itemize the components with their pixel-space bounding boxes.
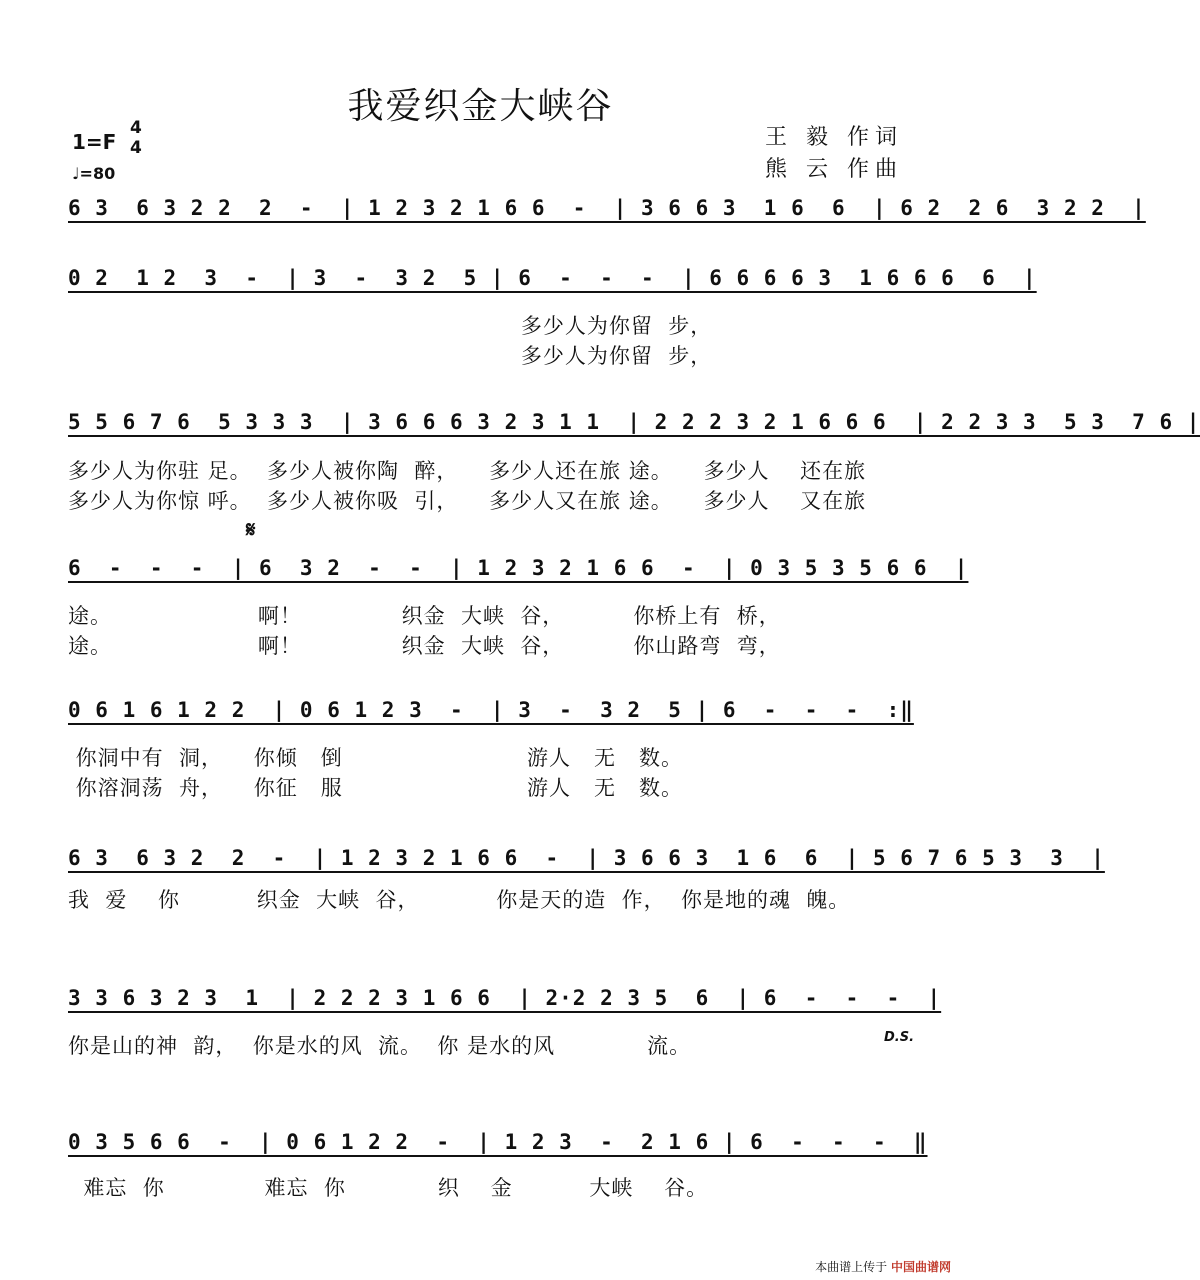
time-signature-bottom: 4 [130, 138, 142, 158]
lyric-line-2b: 多少人为你留 步， [68, 344, 713, 368]
composer-credit: 熊 云 作曲 [765, 157, 903, 182]
lyric-line-3a: 多少人为你驻 足。 多少人被你陶 醉， 多少人还在旅 途。 多少人 还在旅 [68, 459, 867, 483]
lyric-line-3b: 多少人为你惊 呼。 多少人被你吸 引， 多少人又在旅 途。 多少人 又在旅 [68, 489, 867, 513]
lyric-line-4b: 途。 啊！ 织金 大峡 谷， 你山路弯 弯， [68, 634, 781, 658]
key-signature: 1=F [72, 130, 117, 154]
footer-site-logo: 中国曲谱网 [890, 1260, 951, 1274]
notation-line-3: 5 5 6 7 6 5 3 3 3 | 3 6 6 6 3 2 3 1 1 | 2 2 2 3 2 1 6 6 6 | 2 2 3 3 5 3 7 6 | [68, 410, 1200, 434]
tempo-marking: ♩=80 [72, 164, 116, 183]
notation-line-4: 6 - - - | 6 3 2 - - | 1 2 3 2 1 6 6 - | 0 3 5 3 5 6 6 | [68, 556, 969, 580]
time-signature [130, 118, 142, 158]
lyric-line-6: 我 爱 你 织金 大峡 谷， 你是天的造 作， 你是地的魂 魄。 [68, 888, 851, 912]
lyric-line-5b: 你溶洞荡 舟， 你征 服 游人 无 数。 [68, 776, 684, 800]
lyric-line-5a: 你洞中有 洞， 你倾 倒 游人 无 数。 [68, 746, 684, 770]
segno-sign: 𝄋 [246, 518, 256, 543]
lyric-line-4a: 途。 啊！ 织金 大峡 谷， 你桥上有 桥， [68, 604, 781, 628]
footer-prefix: 本曲谱上传于 [815, 1260, 888, 1274]
ds-marking: D.S. [884, 1030, 915, 1045]
notation-line-8: 0 3 5 6 6 - | 0 6 1 2 2 - | 1 2 3 - 2 1 6 | 6 - - - ‖ [68, 1130, 928, 1154]
notation-line-7: 3 3 6 3 2 3 1 | 2 2 2 3 1 6 6 | 2·2 2 3 5 6 | 6 - - - | [68, 986, 942, 1010]
notation-line-6: 6 3 6 3 2 2 - | 1 2 3 2 1 6 6 - | 3 6 6 3 1 6 6 | 5 6 7 6 5 3 3 | [68, 846, 1105, 870]
notation-line-2: 0 2 1 2 3 - | 3 - 3 2 5 | 6 - - - | 6 6 6 6 3 1 6 6 6 6 | [68, 266, 1037, 290]
time-signature-top: 4 [130, 118, 142, 138]
lyric-line-8: 难忘 你 难忘 你 织 金 大峡 谷。 [68, 1176, 709, 1200]
lyric-line-2a: 多少人为你留 步， [68, 314, 713, 338]
footer-watermark [815, 1258, 951, 1275]
notation-line-1: 6 3 6 3 2 2 2 - | 1 2 3 2 1 6 6 - | 3 6 6 3 1 6 6 | 6 2 2 6 3 2 2 | [68, 196, 1146, 220]
notation-line-5: 0 6 1 6 1 2 2 | 0 6 1 2 3 - | 3 - 3 2 5 | 6 - - - :‖ [68, 698, 914, 722]
page-title: 我爱织金大峡谷 [347, 86, 614, 127]
lyricist-credit: 王 毅 作词 [765, 125, 903, 150]
lyric-line-7: 你是山的神 韵， 你是水的风 流。 你 是水的风 流。 [68, 1034, 692, 1058]
